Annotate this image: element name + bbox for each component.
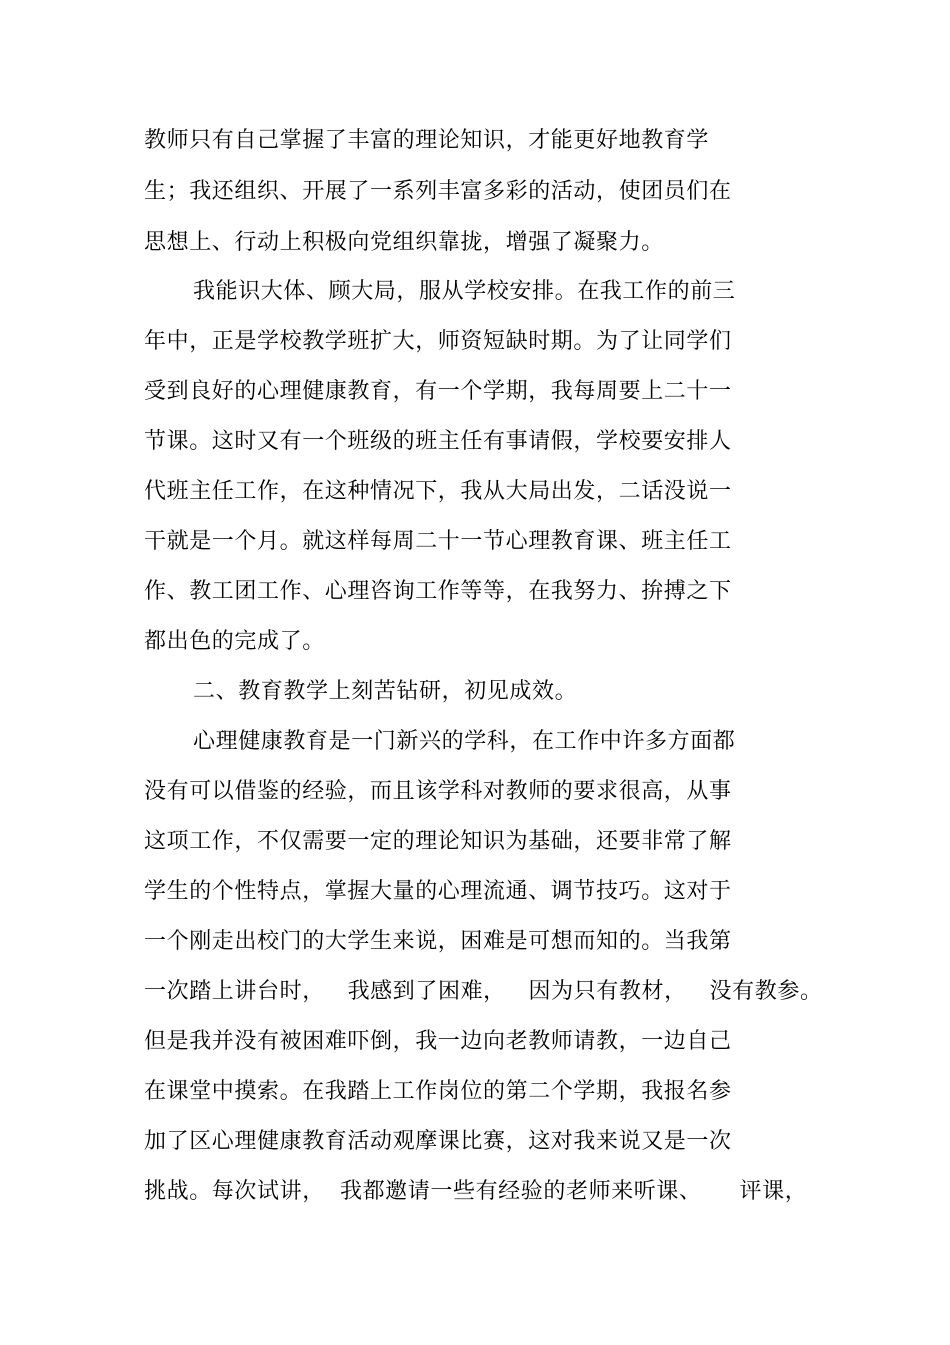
- text-line-15: 这项工作，不仅需要一定的理论知识为基础，还要非常了解: [144, 829, 732, 854]
- text-line-3: 思想上、行动上积极向党组织靠拢，增强了凝聚力。: [144, 230, 664, 255]
- text-line-20: 在课堂中摸索。在我踏上工作岗位的第二个学期，我报名参: [144, 1079, 732, 1104]
- text-line-19: 但是我并没有被困难吓倒，我一边向老教师请教，一边自己: [144, 1029, 732, 1054]
- text-line-22: 挑战。每次试讲， 我都邀请一些有经验的老师来听课、 评课，: [144, 1179, 808, 1204]
- text-line-8: 代班主任工作，在这种情况下，我从大局出发，二话没说一: [144, 479, 732, 504]
- text-line-14: 没有可以借鉴的经验，而且该学科对教师的要求很高，从事: [144, 779, 732, 804]
- text-line-6: 受到良好的心理健康教育，有一个学期，我每周要上二十一: [144, 379, 732, 404]
- text-line-21: 加了区心理健康教育活动观摩课比赛，这对我来说又是一次: [144, 1129, 732, 1154]
- text-line-7: 节课。这时又有一个班级的班主任有事请假，学校要安排人: [144, 429, 732, 454]
- text-line-9: 干就是一个月。就这样每周二十一节心理教育课、班主任工: [144, 529, 732, 554]
- paragraph-start-line: 心理健康教育是一门新兴的学科，在工作中许多方面都: [193, 729, 736, 754]
- text-line-1: 教师只有自己掌握了丰富的理论知识，才能更好地教育学: [144, 128, 710, 153]
- paragraph-start-line: 我能识大体、顾大局，服从学校安排。在我工作的前三: [193, 279, 736, 304]
- text-line-11: 都出色的完成了。: [144, 629, 325, 654]
- text-line-18: 一次踏上讲台时， 我感到了困难， 因为只有教材， 没有教参。: [144, 979, 823, 1004]
- text-line-16: 学生的个性特点，掌握大量的心理流通、调节技巧。这对于: [144, 879, 732, 904]
- text-line-17: 一个刚走出校门的大学生来说，困难是可想而知的。当我第: [144, 929, 732, 954]
- text-line-10: 作、教工团工作、心理咨询工作等等，在我努力、拚搏之下: [144, 579, 732, 604]
- text-line-2: 生；我还组织、开展了一系列丰富多彩的活动，使团员们在: [144, 179, 732, 204]
- text-line-5: 年中，正是学校教学班扩大，师资短缺时期。为了让同学们: [144, 329, 732, 354]
- section-heading: 二、教育教学上刻苦钻研，初见成效。: [193, 679, 578, 704]
